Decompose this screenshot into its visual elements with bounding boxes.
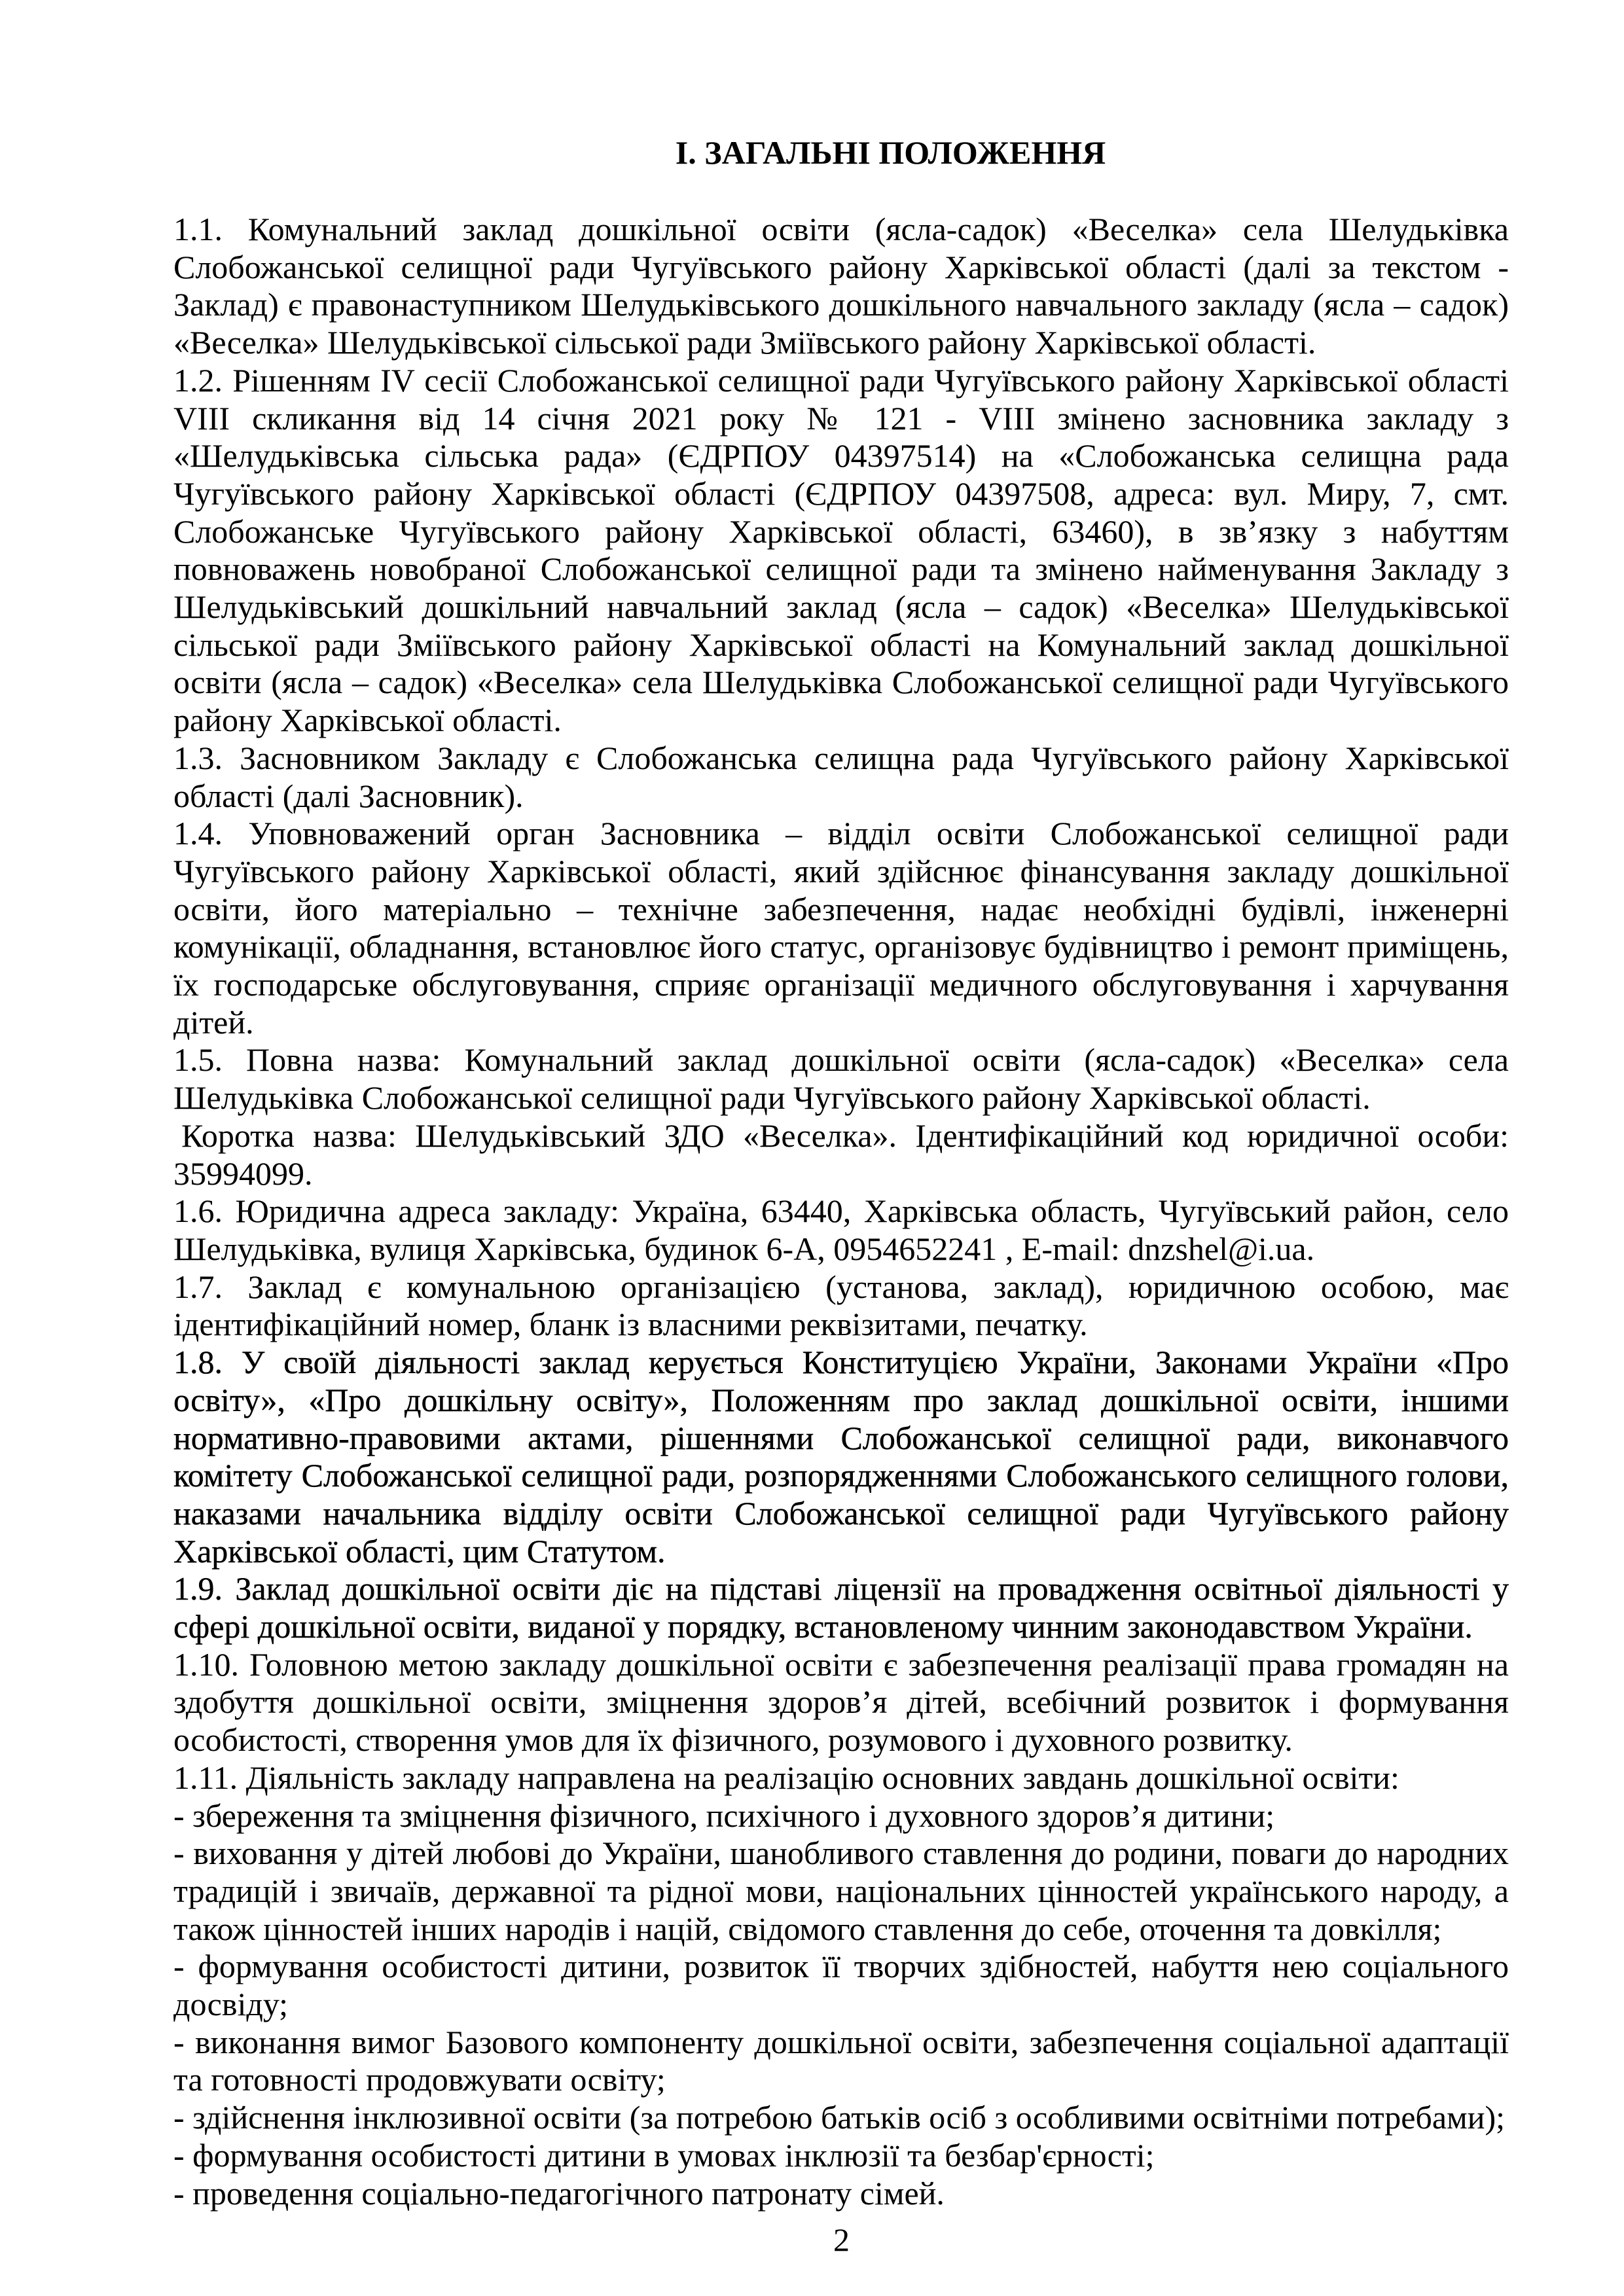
paragraph-1-2: 1.2. Рішенням IV сесії Слобожанської селищної ради Чугуївського району Харківської області VIII скликання від 14 січня 2021 року № 121 - VIII змінено засновника закладу з «Шелудьківська сільська рада» (ЄДРПОУ 04397514) на «Слобожанська селищна рада Чугуївського району Харківської області (ЄДРПОУ 04397508, адреса: вул. Миру, 7, смт. Слобожанське Чугуївського району Харківської області, 63460), в зв’язку з набуттям повноважень новобраної Слобожанської селищної ради та змінено найменування Закладу з Шелудьківський дошкільний навчальний заклад (ясла – садок) «Веселка» Шелудьківської сільської ради Зміївського району Харківської області на Комунальний заклад дошкільної освіти (ясла – садок) «Веселка» села Шелудьківка Слобожанської селищної ради Чугуївського району Харківської області. [173, 361, 1509, 739]
task-item: - здійснення інклюзивної освіти (за потребою батьків осіб з особливими освітніми потребами); [173, 2099, 1506, 2136]
task-item: - проведення соціально-педагогічного патронату сімей. [173, 2174, 945, 2212]
paragraph-1-10: 1.10. Головною метою закладу дошкільної освіти є забезпечення реалізації права громадян на здобуття дошкільної освіти, зміцнення здоров’я дітей, всебічний розвиток і формування особистості, створення умов для їх фізичного, розумового і духовного розвитку. [173, 1645, 1509, 1759]
page-number: 2 [833, 2221, 850, 2258]
paragraph-1-5-short-name: Коротка назва: Шелудьківський ЗДО «Веселка». Ідентифікаційний код юридичної особи: 35994099. [173, 1117, 1509, 1192]
paragraph-1-4: 1.4. Уповноважений орган Засновника – відділ освіти Слобожанської селищної ради Чугуївського району Харківської області, який здійснює фінансування закладу дошкільної освіти, його матеріально – технічне забезпечення, надає необхідні будівлі, інженерні комунікації, обладнання, встановлює його статус, організовує будівництво і ремонт приміщень, їх господарське обслуговування, сприяє організації медичного обслуговування і харчування дітей. [173, 815, 1509, 1041]
task-item: - формування особистості дитини в умовах інклюзії та безбар'єрності; [173, 2136, 1155, 2174]
paragraph-1-6: 1.6. Юридична адреса закладу: Україна, 63440, Харківська область, Чугуївський район, село Шелудьківка, вулиця Харківська, будинок 6-А, 0954652241 , E-mail: dnzshel@i.ua. [173, 1193, 1509, 1267]
task-item: - збереження та зміцнення фізичного, психічного і духовного здоров’я дитини; [173, 1797, 1275, 1834]
section-heading: I. ЗАГАЛЬНІ ПОЛОЖЕННЯ [675, 134, 1106, 171]
paragraph-1-11: 1.11. Діяльність закладу направлена на реалізацію основних завдань дошкільної освіти: [173, 1759, 1399, 1796]
paragraph-1-7: 1.7. Заклад є комунальною організацією (установа, заклад), юридичною особою, має ідентифікаційний номер, бланк із власними реквізитами, печатку. [173, 1268, 1509, 1343]
document-body [173, 211, 1509, 2212]
paragraph-1-3: 1.3. Засновником Закладу є Слобожанська селищна рада Чугуївського району Харківської області (далі Засновник). [173, 739, 1509, 814]
paragraph-1-1: 1.1. Комунальний заклад дошкільної освіти (ясла-садок) «Веселка» села Шелудьківка Слобожанської селищної ради Чугуївського району Харківської області (далі за текстом - Заклад) є правонаступником Шелудьківського дошкільного навчального закладу (ясла – садок) «Веселка» Шелудьківської сільської ради Зміївського району Харківської області. [173, 211, 1509, 361]
task-item: - виконання вимог Базового компоненту дошкільної освіти, забезпечення соціальної адаптації та готовності продовжувати освіту; [173, 2023, 1509, 2098]
paragraph-1-9: 1.9. Заклад дошкільної освіти діє на підставі ліцензії на провадження освітньої діяльності у сфері дошкільної освіти, виданої у порядку, встановленому чинним законодавством України. [173, 1570, 1509, 1645]
tasks-list [173, 1797, 1509, 2213]
paragraph-1-5: 1.5. Повна назва: Комунальний заклад дошкільної освіти (ясла-садок) «Веселка» села Шелудьківка Слобожанської селищної ради Чугуївського району Харківської області. [173, 1041, 1509, 1117]
paragraph-1-8: 1.8. У своїй діяльності заклад керується Конституцією України, Законами України «Про освіту», «Про дошкільну освіту», Положенням про заклад дошкільної освіти, іншими нормативно-правовими актами, рішеннями Слобожанської селищної ради, виконавчого комітету Слобожанської селищної ради, розпорядженнями Слобожанського селищного голови, наказами начальника відділу освіти Слобожанської селищної ради Чугуївського району Харківської області, цим Статутом. [173, 1344, 1509, 1570]
task-item: - виховання у дітей любові до України, шанобливого ставлення до родини, поваги до народних традицій і звичаїв, державної та рідної мови, національних цінностей українського народу, а також цінностей інших народів і націй, свідомого ставлення до себе, оточення та довкілля; [173, 1835, 1509, 1947]
task-item: - формування особистості дитини, розвиток її творчих здібностей, набуття нею соціального досвіду; [173, 1948, 1509, 2023]
